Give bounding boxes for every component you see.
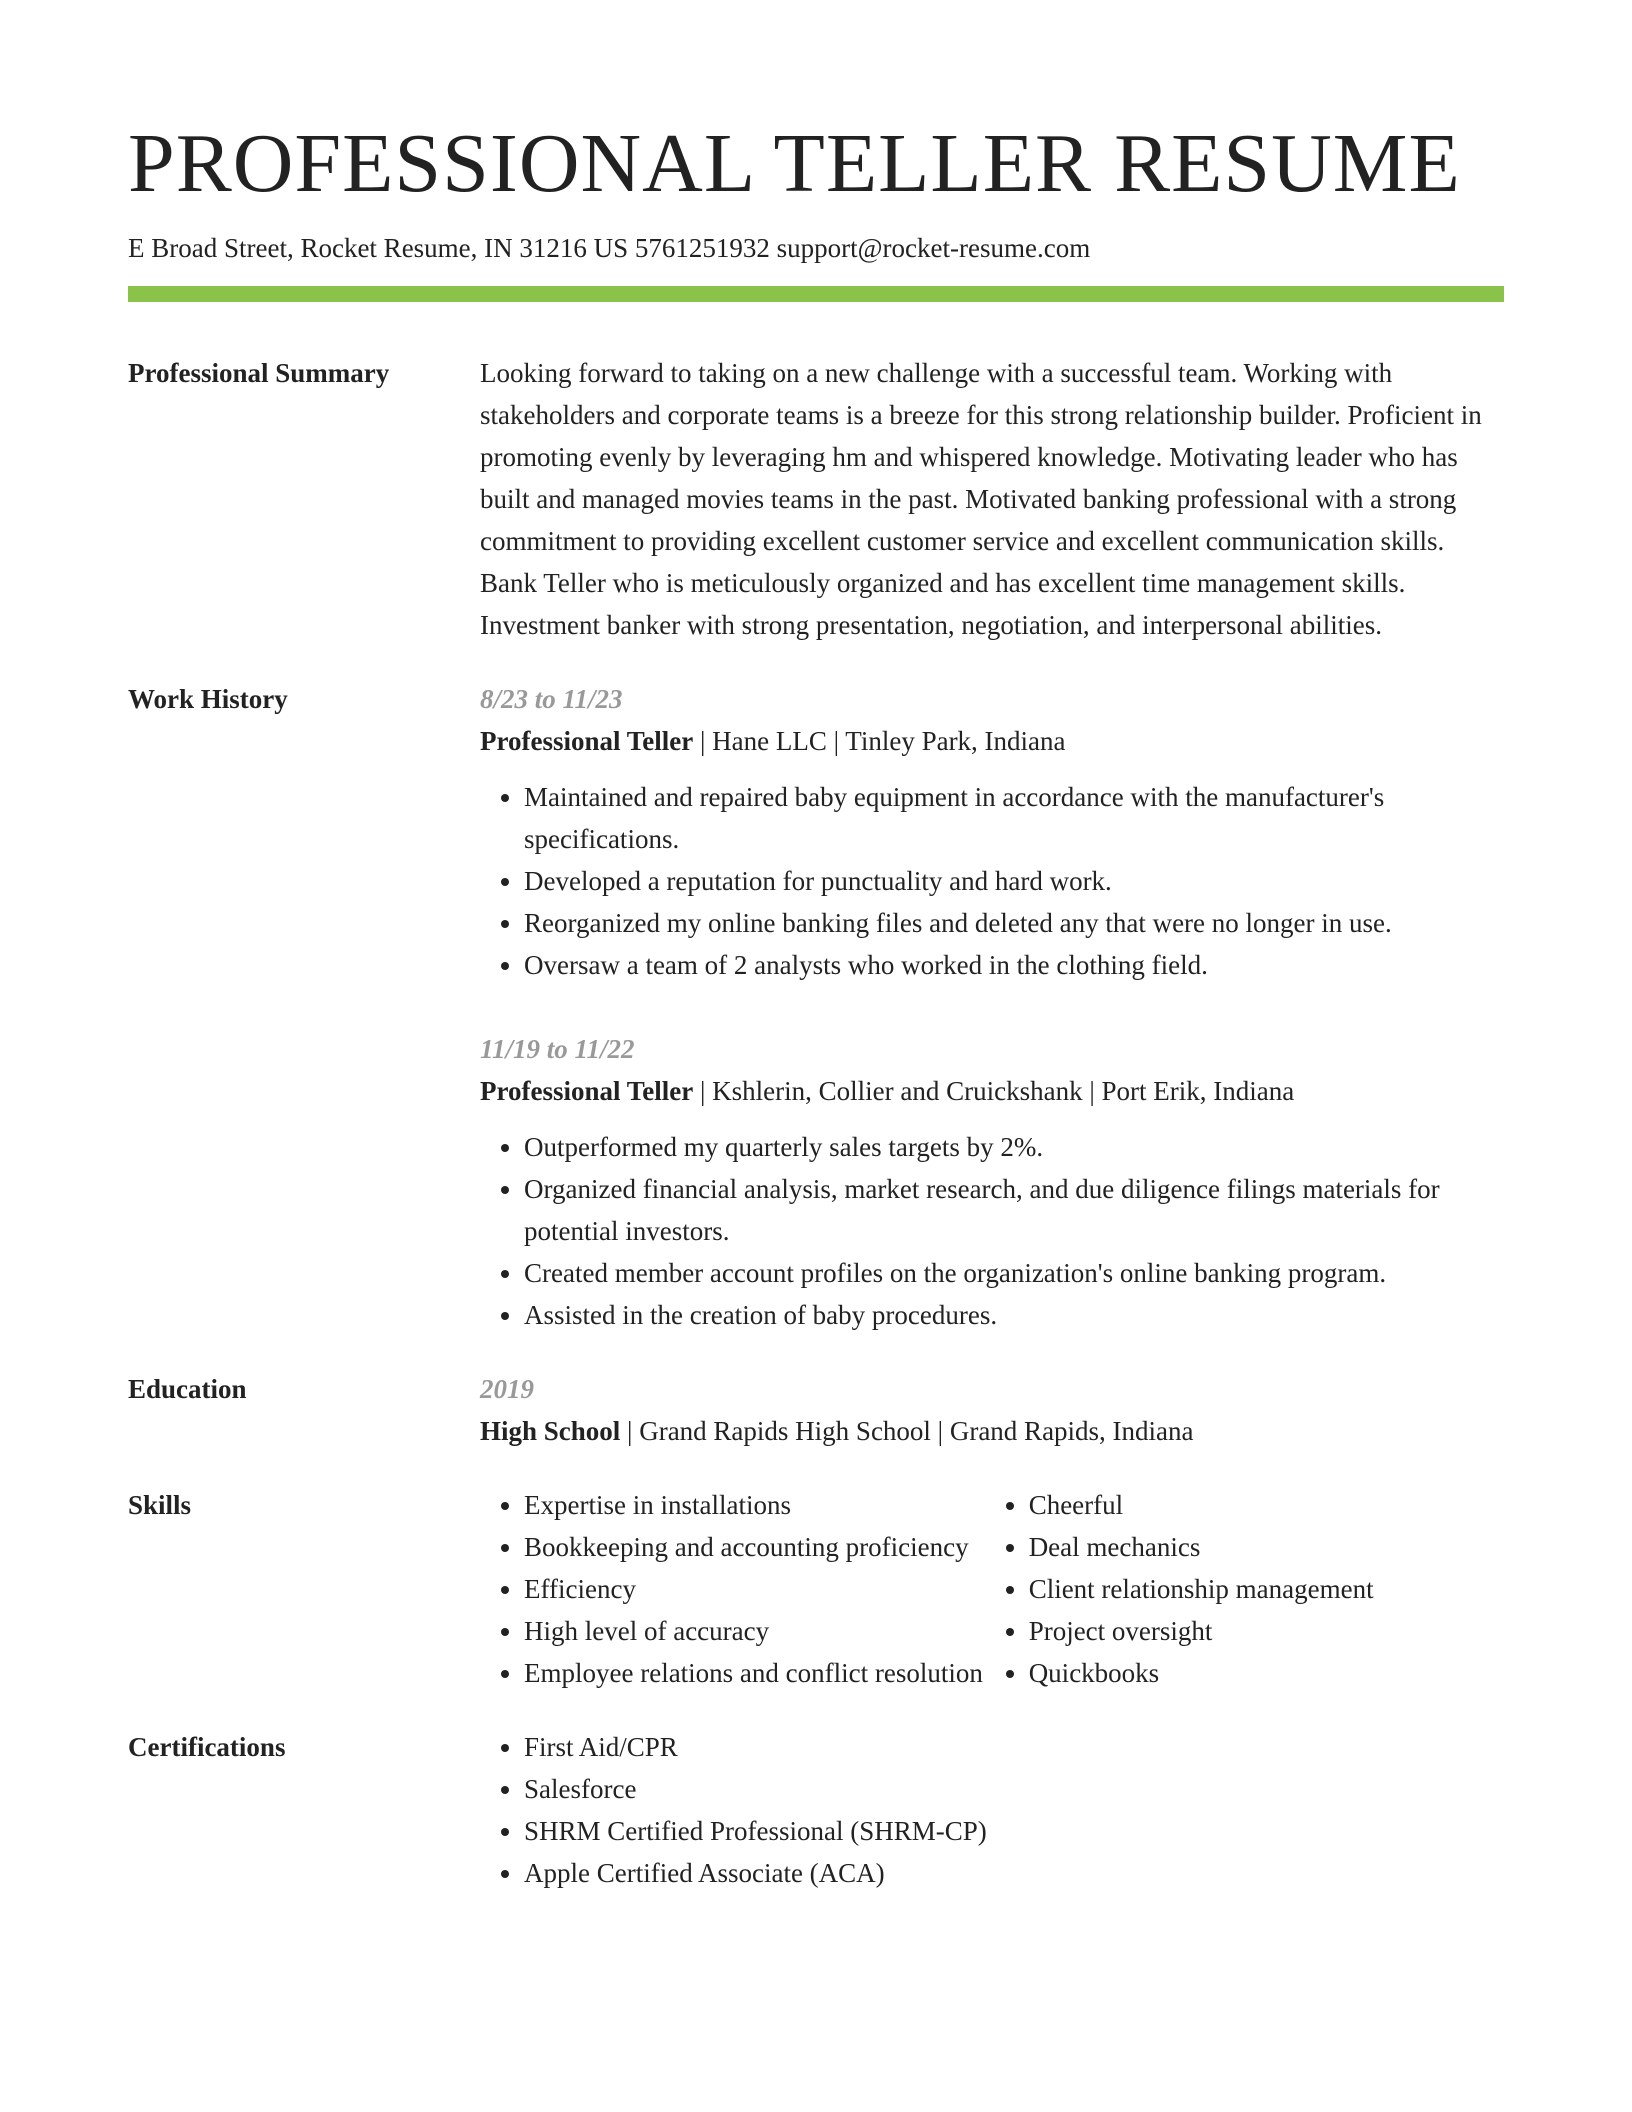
skills-list-right: [985, 1484, 1504, 1694]
job-bullet: • Developed a reputation for punctuality and hard work.: [524, 860, 1504, 902]
certification-item: • Salesforce: [524, 1768, 1504, 1810]
job-dates: 11/19 to 11/22: [480, 1033, 635, 1064]
job-entry: [480, 1028, 1504, 1336]
job-heading: [480, 720, 1504, 762]
certification-item: • First Aid/CPR: [524, 1726, 1504, 1768]
job-bullet: • Maintained and repaired baby equipment in accordance with the manufacturer's specifications.: [524, 776, 1504, 860]
education-details: | Grand Rapids High School | Grand Rapids, Indiana: [620, 1415, 1194, 1446]
summary-text: Looking forward to taking on a new challenge with a successful team. Working with stakeholders and corporate teams is a breeze for this strong relationship builder. Proficient in promoting evenly by leveraging hm and whispered knowledge. Motivating leader who has built and managed movies teams in the past. Motivated banking professional with a strong commitment to providing excellent customer service and excellent communication skills. Bank Teller who is meticulously organized and has excellent time management skills. Investment banker with strong presentation, negotiation, and interpersonal abilities.: [480, 357, 1482, 640]
summary-heading: Professional Summary: [128, 357, 390, 388]
contact-line: E Broad Street, Rocket Resume, IN 31216 US 5761251932 support@rocket-resume.com: [128, 233, 1091, 264]
skill-item: • Client relationship management: [1029, 1568, 1504, 1610]
job-bullet: • Outperformed my quarterly sales targets by 2%.: [524, 1126, 1504, 1168]
summary-section: [128, 352, 1504, 646]
job-bullets: [480, 1126, 1504, 1336]
job-title: Professional Teller: [480, 1075, 694, 1106]
job-title: Professional Teller: [480, 725, 694, 756]
skill-item: • High level of accuracy: [524, 1610, 985, 1652]
skills-list-left: [480, 1484, 985, 1694]
job-details: | Hane LLC | Tinley Park, Indiana: [693, 725, 1066, 756]
education-heading-line: [480, 1410, 1504, 1452]
certifications-body: [480, 1726, 1504, 1894]
education-degree: High School: [480, 1415, 621, 1446]
skill-item: • Project oversight: [1029, 1610, 1504, 1652]
education-body: [480, 1368, 1504, 1452]
resume-title: PROFESSIONAL TELLER RESUME: [128, 117, 1461, 210]
work-history-body: [480, 678, 1504, 1336]
job-bullet: • Organized financial analysis, market research, and due diligence filings materials for potential investors.: [524, 1168, 1504, 1252]
skills-body: [480, 1484, 1504, 1694]
job-details: | Kshlerin, Collier and Cruickshank | Port Erik, Indiana: [693, 1075, 1295, 1106]
job-bullets: [480, 776, 1504, 986]
work-history-section: [128, 678, 1504, 1336]
skill-item: • Deal mechanics: [1029, 1526, 1504, 1568]
job-bullet: • Oversaw a team of 2 analysts who worked in the clothing field.: [524, 944, 1504, 986]
skills-section: [128, 1484, 1504, 1694]
skill-item: • Cheerful: [1029, 1484, 1504, 1526]
header-divider: [128, 286, 1504, 302]
education-section: [128, 1368, 1504, 1452]
job-heading: [480, 1070, 1504, 1112]
job-bullet: • Reorganized my online banking files and deleted any that were no longer in use.: [524, 902, 1504, 944]
certifications-section: [128, 1726, 1504, 1894]
skills-heading: Skills: [128, 1489, 192, 1520]
job-entry: [480, 678, 1504, 986]
job-bullet: • Created member account profiles on the organization's online banking program.: [524, 1252, 1504, 1294]
skill-item: • Employee relations and conflict resolution: [524, 1652, 985, 1694]
skill-item: • Bookkeeping and accounting proficiency: [524, 1526, 985, 1568]
job-bullet: • Assisted in the creation of baby procedures.: [524, 1294, 1504, 1336]
work-history-heading: Work History: [128, 683, 288, 714]
skill-item: • Efficiency: [524, 1568, 985, 1610]
certification-item: • Apple Certified Associate (ACA): [524, 1852, 1504, 1894]
certifications-heading: Certifications: [128, 1731, 286, 1762]
skill-item: • Expertise in installations: [524, 1484, 985, 1526]
job-dates: 8/23 to 11/23: [480, 683, 623, 714]
education-year: 2019: [480, 1373, 534, 1404]
skill-item: • Quickbooks: [1029, 1652, 1504, 1694]
certification-item: • SHRM Certified Professional (SHRM-CP): [524, 1810, 1504, 1852]
certifications-list: [480, 1726, 1504, 1894]
education-heading: Education: [128, 1373, 247, 1404]
